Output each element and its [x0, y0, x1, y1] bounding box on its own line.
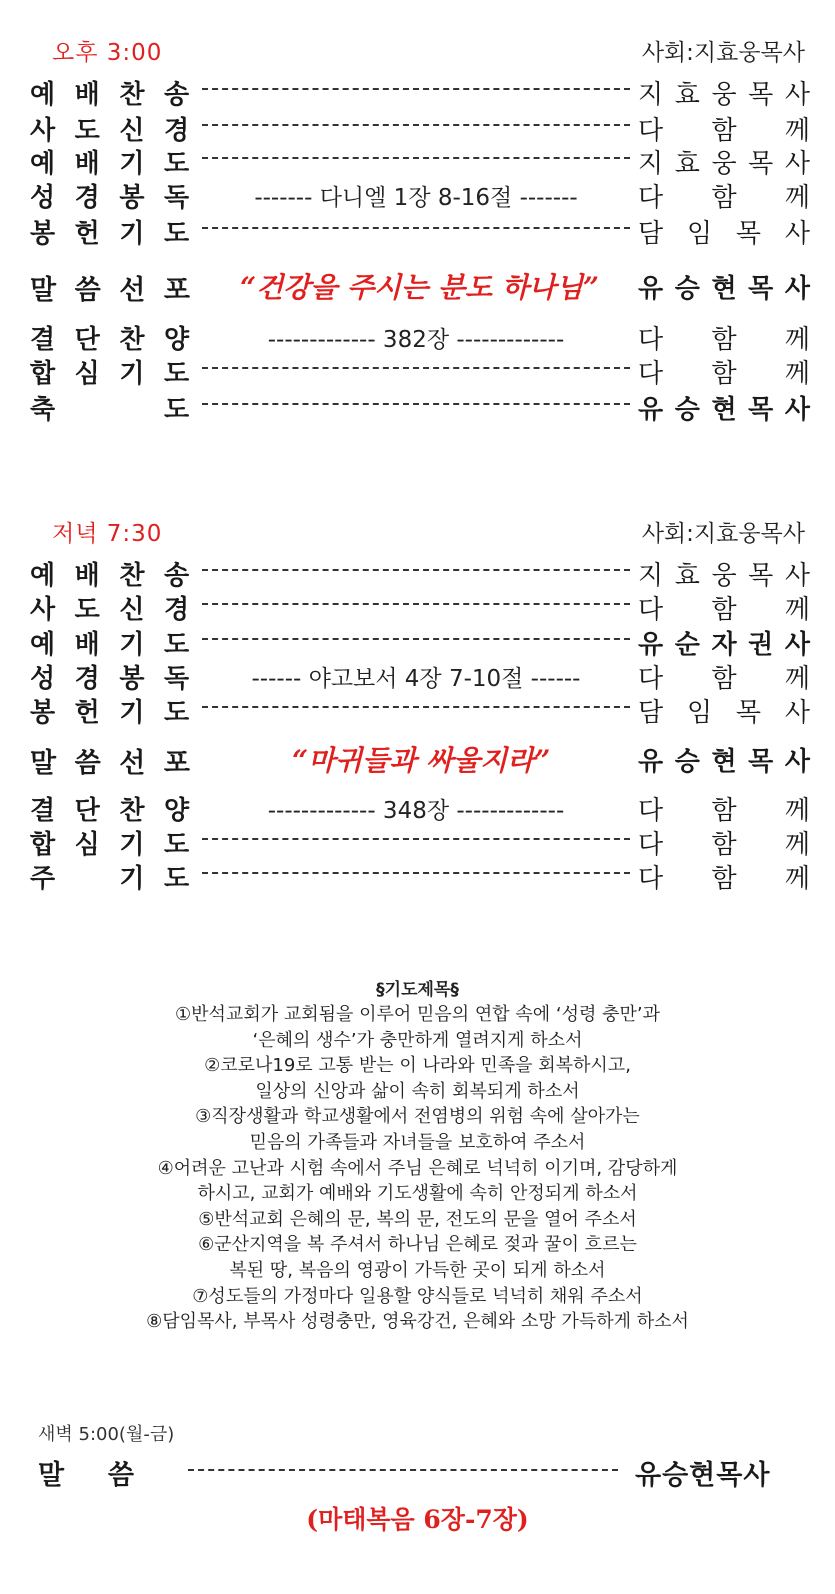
order-person-char: 목 — [748, 561, 774, 591]
order-person-char: 현 — [711, 747, 737, 777]
order-person-char: 다 — [638, 664, 664, 694]
order-person-char: 목 — [748, 747, 774, 777]
prayer-line: ⑧담임목사, 부목사 성령충만, 영육강건, 은혜와 소망 가득하게 하소서 — [146, 1311, 689, 1333]
order-row — [30, 268, 810, 306]
order-label-char: 찬 — [119, 80, 145, 110]
order-label — [30, 268, 190, 307]
order-label-char: 도 — [163, 395, 190, 425]
order-row — [30, 790, 810, 824]
order-label — [30, 658, 190, 695]
order-row — [30, 177, 810, 211]
order-label-char: 성 — [30, 183, 56, 213]
order-label-char: 포 — [163, 748, 190, 779]
afternoon-host: 사회:지효웅목사 — [641, 40, 805, 66]
order-row — [30, 353, 810, 387]
order-row — [30, 319, 810, 353]
order-person — [638, 624, 810, 661]
order-label-char: 봉 — [30, 219, 56, 249]
order-label-char — [75, 389, 101, 426]
order-label-char: 기 — [119, 219, 145, 249]
order-label — [30, 555, 190, 592]
order-label-char: 말 — [30, 275, 57, 306]
order-detail: ------------- 348장 ------------- — [267, 798, 565, 824]
order-person-char: 웅 — [711, 80, 737, 110]
order-label-char: 도 — [163, 830, 190, 860]
order-person-char: 지 — [638, 561, 664, 591]
order-person-char: 께 — [784, 325, 810, 355]
dawn-leader-line — [188, 1469, 618, 1471]
order-person-char: 목 — [735, 219, 762, 249]
order-person — [638, 319, 810, 356]
order-person-char: 사 — [784, 80, 810, 110]
order-person-char: 효 — [674, 149, 700, 179]
order-label — [30, 741, 190, 780]
order-person-char: 지 — [638, 149, 664, 179]
order-person-char: 함 — [711, 183, 737, 213]
order-person-char: 유 — [638, 747, 664, 777]
order-row — [30, 389, 810, 423]
order-person-char: 께 — [784, 664, 810, 694]
order-label-char: 결 — [30, 796, 56, 826]
dawn-preacher: 유승현목사 — [635, 1460, 771, 1491]
order-label-char: 기 — [119, 359, 145, 389]
order-label-char: 양 — [163, 325, 190, 355]
prayer-line: 복된 땅, 복음의 영광이 가득한 곳이 되게 하소서 — [229, 1259, 606, 1281]
order-person-char: 순 — [674, 630, 700, 660]
order-label-char: 배 — [74, 561, 100, 591]
order-person — [638, 555, 810, 592]
order-person-char: 다 — [638, 595, 664, 625]
order-person-char: 다 — [638, 864, 664, 894]
order-label-char: 도 — [163, 698, 190, 728]
order-label-char: 씀 — [74, 275, 101, 306]
order-person — [638, 268, 810, 305]
evening-host: 사회:지효웅목사 — [641, 521, 805, 547]
leader-line — [202, 872, 630, 874]
leader-line — [202, 367, 630, 369]
leader-line — [202, 227, 630, 229]
order-label-char: 신 — [119, 116, 145, 146]
order-label-char: 결 — [30, 325, 56, 355]
prayer-line: ③직장생활과 학교생활에서 전염병의 위험 속에 살아가는 — [195, 1106, 640, 1128]
order-label-char: 선 — [119, 748, 146, 779]
order-label-char: 도 — [163, 359, 190, 389]
order-label — [30, 143, 190, 180]
order-person-char: 사 — [784, 747, 810, 777]
prayer-line: ⑦성도들의 가정마다 일용할 양식들로 넉넉히 채워 주소서 — [192, 1285, 643, 1307]
afternoon-time: 오후 3:00 — [52, 40, 163, 66]
order-person-char: 함 — [711, 325, 737, 355]
order-label-char: 예 — [30, 561, 56, 591]
order-row — [30, 555, 810, 589]
order-label-char: 주 — [30, 864, 56, 894]
order-person-char: 께 — [784, 595, 810, 625]
order-row — [30, 110, 810, 144]
order-person-char: 권 — [748, 630, 774, 660]
dawn-time: 새벽 5:00(월-금) — [38, 1424, 175, 1445]
order-label-char: 사 — [30, 116, 56, 146]
order-person-char: 함 — [711, 830, 737, 860]
order-person-char: 다 — [638, 359, 664, 389]
order-person-char: 자 — [711, 630, 737, 660]
order-row — [30, 74, 810, 108]
order-row — [30, 624, 810, 658]
order-label — [30, 389, 190, 426]
order-label-char: 기 — [119, 864, 145, 894]
order-row — [30, 741, 810, 779]
prayer-line: ①반석교회가 교회됨을 이루어 믿음의 연합 속에 ‘성령 충만’과 — [175, 1004, 660, 1025]
order-label-char: 봉 — [119, 183, 145, 213]
evening-time: 저녁 7:30 — [52, 521, 163, 547]
order-person-char: 께 — [784, 116, 810, 146]
order-person-char: 다 — [638, 830, 664, 860]
order-label — [30, 110, 190, 147]
order-label-char: 도 — [74, 595, 100, 625]
order-row — [30, 858, 810, 892]
order-person — [638, 824, 810, 861]
order-row — [30, 824, 810, 858]
order-label-char: 심 — [74, 359, 100, 389]
order-label-char: 헌 — [74, 219, 100, 249]
order-person-char: 효 — [674, 80, 700, 110]
order-person-char: 현 — [711, 274, 737, 304]
order-label — [30, 858, 190, 895]
order-label — [30, 177, 190, 214]
order-label-char: 경 — [163, 595, 190, 625]
order-person — [638, 741, 810, 778]
order-label-char: 배 — [74, 630, 100, 660]
order-person-char: 목 — [735, 698, 762, 728]
order-person-char: 지 — [638, 80, 664, 110]
order-label-char: 송 — [163, 561, 190, 591]
order-person — [638, 213, 810, 250]
order-person-char: 담 — [638, 219, 664, 249]
order-label-char: 도 — [163, 864, 190, 894]
order-person-char: 유 — [638, 274, 664, 304]
order-person-char: 함 — [711, 595, 737, 625]
leader-line — [202, 838, 630, 840]
order-person-char: 함 — [711, 116, 737, 146]
order-person-char: 목 — [748, 274, 774, 304]
order-label-char: 배 — [74, 149, 100, 179]
order-label-char: 찬 — [119, 325, 145, 355]
order-person-char: 목 — [748, 395, 774, 425]
leader-line — [202, 638, 630, 640]
order-label-char: 단 — [74, 796, 100, 826]
order-label-char: 찬 — [119, 796, 145, 826]
order-label-char: 경 — [163, 116, 190, 146]
order-label-char: 양 — [163, 796, 190, 826]
dawn-label-char: 씀 — [107, 1460, 134, 1491]
order-person-char: 다 — [638, 183, 664, 213]
order-label-char: 선 — [119, 275, 146, 306]
order-label-char: 배 — [74, 80, 100, 110]
order-label-char: 축 — [30, 395, 56, 425]
prayer-title: §기도제목§ — [376, 980, 459, 1000]
order-label-char: 봉 — [119, 664, 145, 694]
order-label-char: 경 — [74, 664, 100, 694]
order-label-char: 도 — [163, 630, 190, 660]
order-person-char: 함 — [711, 359, 737, 389]
order-label-char: 예 — [30, 80, 56, 110]
order-person-char: 함 — [711, 664, 737, 694]
order-person-char: 유 — [638, 630, 664, 660]
leader-line — [202, 88, 630, 90]
order-person-char: 효 — [674, 561, 700, 591]
order-label-char: 기 — [119, 149, 145, 179]
order-person-char: 목 — [748, 80, 774, 110]
sermon-title: “건강을 주시는 분도 하나님” — [240, 271, 599, 304]
order-label — [30, 824, 190, 861]
order-row — [30, 213, 810, 247]
order-label-char: 기 — [119, 630, 145, 660]
prayer-line: ⑥군산지역을 복 주셔서 하나님 은혜로 젖과 꿀이 흐르는 — [198, 1234, 637, 1256]
prayer-topics — [0, 975, 835, 1335]
order-person-char: 임 — [686, 219, 713, 249]
order-person — [638, 177, 810, 214]
order-person — [638, 74, 810, 111]
order-person-char: 함 — [711, 796, 737, 826]
order-row — [30, 658, 810, 692]
order-person-char: 께 — [784, 864, 810, 894]
order-person-char: 께 — [784, 796, 810, 826]
order-person-char: 사 — [784, 219, 810, 249]
order-person-char: 사 — [784, 698, 810, 728]
order-label-char: 포 — [163, 275, 190, 306]
prayer-line: 하시고, 교회가 예배와 기도생활에 속히 안정되게 하소서 — [197, 1183, 638, 1205]
order-person-char: 담 — [638, 698, 664, 728]
order-label-char: 기 — [119, 830, 145, 860]
order-label-char: 단 — [74, 325, 100, 355]
order-label — [30, 624, 190, 661]
order-row — [30, 692, 810, 726]
order-label-char: 합 — [30, 830, 56, 860]
order-person-char: 승 — [674, 274, 700, 304]
order-row — [30, 589, 810, 623]
order-person-char: 다 — [638, 325, 664, 355]
order-label-char: 도 — [74, 116, 100, 146]
order-label-char: 도 — [163, 219, 190, 249]
order-label-char: 예 — [30, 630, 56, 660]
order-label-char: 예 — [30, 149, 56, 179]
order-person-char: 께 — [784, 359, 810, 389]
order-label-char: 합 — [30, 359, 56, 389]
order-label-char: 헌 — [74, 698, 100, 728]
order-person-char: 함 — [711, 864, 737, 894]
order-person-char: 사 — [784, 630, 810, 660]
order-label-char: 독 — [163, 183, 190, 213]
order-person-char: 사 — [784, 149, 810, 179]
order-person-char: 웅 — [711, 149, 737, 179]
order-label-char: 봉 — [30, 698, 56, 728]
order-label-char: 신 — [119, 595, 145, 625]
order-row — [30, 143, 810, 177]
order-label-char: 독 — [163, 664, 190, 694]
order-label-char: 사 — [30, 595, 56, 625]
order-person-char: 다 — [638, 796, 664, 826]
order-person-char: 께 — [784, 183, 810, 213]
order-detail: ------------- 382장 ------------- — [267, 327, 565, 353]
order-person — [638, 353, 810, 390]
order-person-char: 임 — [686, 698, 713, 728]
prayer-line: ②코로나19로 고통 받는 이 나라와 민족을 회복하시고, — [204, 1055, 631, 1077]
order-detail: ------- 다니엘 1장 8-16절 ------- — [254, 185, 578, 211]
order-person — [638, 143, 810, 180]
order-label-char: 말 — [30, 748, 57, 779]
prayer-line: ④어려운 고난과 시험 속에서 주님 은혜로 넉넉히 이기며, 감당하게 — [157, 1157, 678, 1179]
order-person — [638, 692, 810, 729]
order-person-char: 사 — [784, 395, 810, 425]
order-label-char: 성 — [30, 664, 56, 694]
order-label — [30, 353, 190, 390]
order-person-char: 께 — [784, 830, 810, 860]
prayer-line: ‘은혜의 생수’가 충만하게 열려지게 하소서 — [252, 1029, 583, 1051]
order-label — [30, 319, 190, 356]
prayer-line: 믿음의 가족들과 자녀들을 보호하여 주소서 — [249, 1131, 586, 1153]
order-label-char: 도 — [163, 149, 190, 179]
order-person — [638, 790, 810, 827]
order-person-char: 웅 — [711, 561, 737, 591]
order-label-char: 기 — [119, 698, 145, 728]
dawn-label-char: 말 — [38, 1460, 65, 1491]
leader-line — [202, 403, 630, 405]
order-detail: ------ 야고보서 4장 7-10절 ------ — [251, 666, 581, 692]
leader-line — [202, 706, 630, 708]
order-person — [638, 658, 810, 695]
order-person-char: 현 — [711, 395, 737, 425]
order-person — [638, 589, 810, 626]
order-label-char — [119, 389, 145, 426]
order-person-char: 다 — [638, 116, 664, 146]
order-person-char: 승 — [674, 747, 700, 777]
order-label — [30, 692, 190, 729]
dawn-row — [38, 1453, 778, 1489]
sermon-title: “마귀들과 싸울지라” — [292, 744, 551, 777]
dawn-scripture: (마태복음 6장-7장) — [306, 1505, 529, 1534]
order-label-char: 경 — [74, 183, 100, 213]
order-person — [638, 110, 810, 147]
prayer-line: 일상의 신앙과 삶이 속히 회복되게 하소서 — [255, 1080, 580, 1102]
order-label-char: 송 — [163, 80, 190, 110]
order-person-char: 사 — [784, 561, 810, 591]
dawn-label — [38, 1453, 134, 1492]
order-label — [30, 213, 190, 250]
leader-line — [202, 603, 630, 605]
order-person — [638, 389, 810, 426]
leader-line — [202, 124, 630, 126]
order-label — [30, 790, 190, 827]
order-person-char: 사 — [784, 274, 810, 304]
order-person-char: 유 — [638, 395, 664, 425]
order-label-char: 심 — [74, 830, 100, 860]
prayer-line: ⑤반석교회 은혜의 문, 복의 문, 전도의 문을 열어 주소서 — [198, 1208, 637, 1230]
prayer-lines — [0, 1002, 835, 1335]
order-label — [30, 589, 190, 626]
leader-line — [202, 157, 630, 159]
order-label-char: 찬 — [119, 561, 145, 591]
order-label-char: 씀 — [74, 748, 101, 779]
order-person-char: 승 — [674, 395, 700, 425]
order-person — [638, 858, 810, 895]
order-person-char: 목 — [748, 149, 774, 179]
leader-line — [202, 569, 630, 571]
order-label-char — [75, 858, 101, 895]
order-label — [30, 74, 190, 111]
